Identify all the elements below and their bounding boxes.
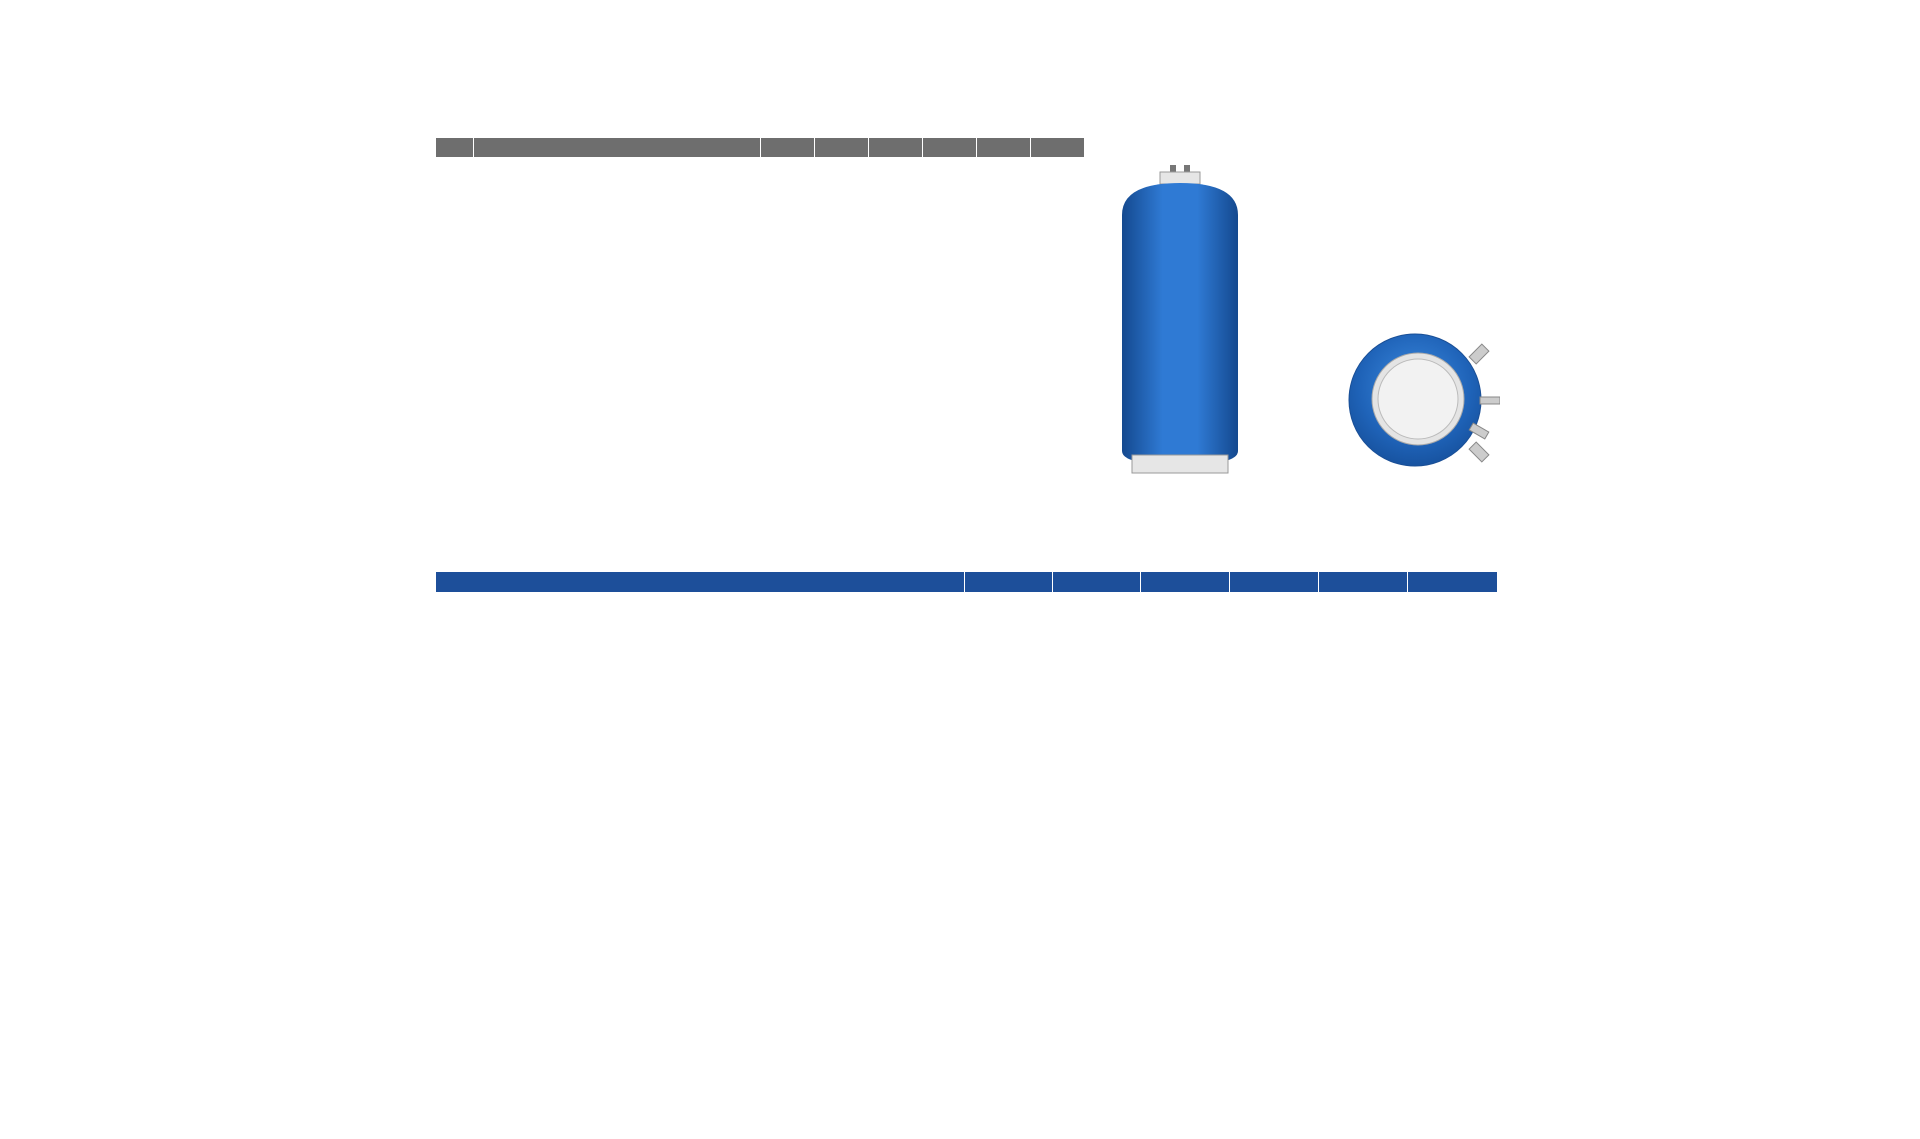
attacchi-header-row [436, 138, 1084, 157]
header-model [1407, 572, 1497, 592]
header-model [760, 138, 814, 157]
tank-base [1132, 455, 1228, 473]
attacchi-title [436, 104, 440, 128]
tank-body [1122, 183, 1238, 465]
tank-cap [1160, 172, 1200, 184]
tank-diagram [1100, 155, 1500, 475]
header-model [868, 138, 922, 157]
header-modello [436, 572, 964, 592]
top-view-nozzle [1469, 442, 1489, 462]
dati-tecnici-table [436, 572, 1497, 592]
header-model [922, 138, 976, 157]
header-model [1030, 138, 1084, 157]
dati-header-row [436, 572, 1497, 592]
header-modello [473, 138, 760, 157]
header-model [976, 138, 1030, 157]
header-model [1229, 572, 1318, 592]
top-view-nozzle [1469, 423, 1489, 439]
header-n [436, 138, 473, 157]
top-view-nozzle [1469, 344, 1489, 364]
header-model [814, 138, 868, 157]
tank-top-view [1349, 334, 1500, 466]
header-model [1318, 572, 1407, 592]
top-view-nozzle [1480, 397, 1500, 404]
header-model [1052, 572, 1140, 592]
header-model [1140, 572, 1229, 592]
top-view-inner [1378, 359, 1458, 439]
attacchi-table [436, 138, 1084, 157]
header-model [964, 572, 1052, 592]
